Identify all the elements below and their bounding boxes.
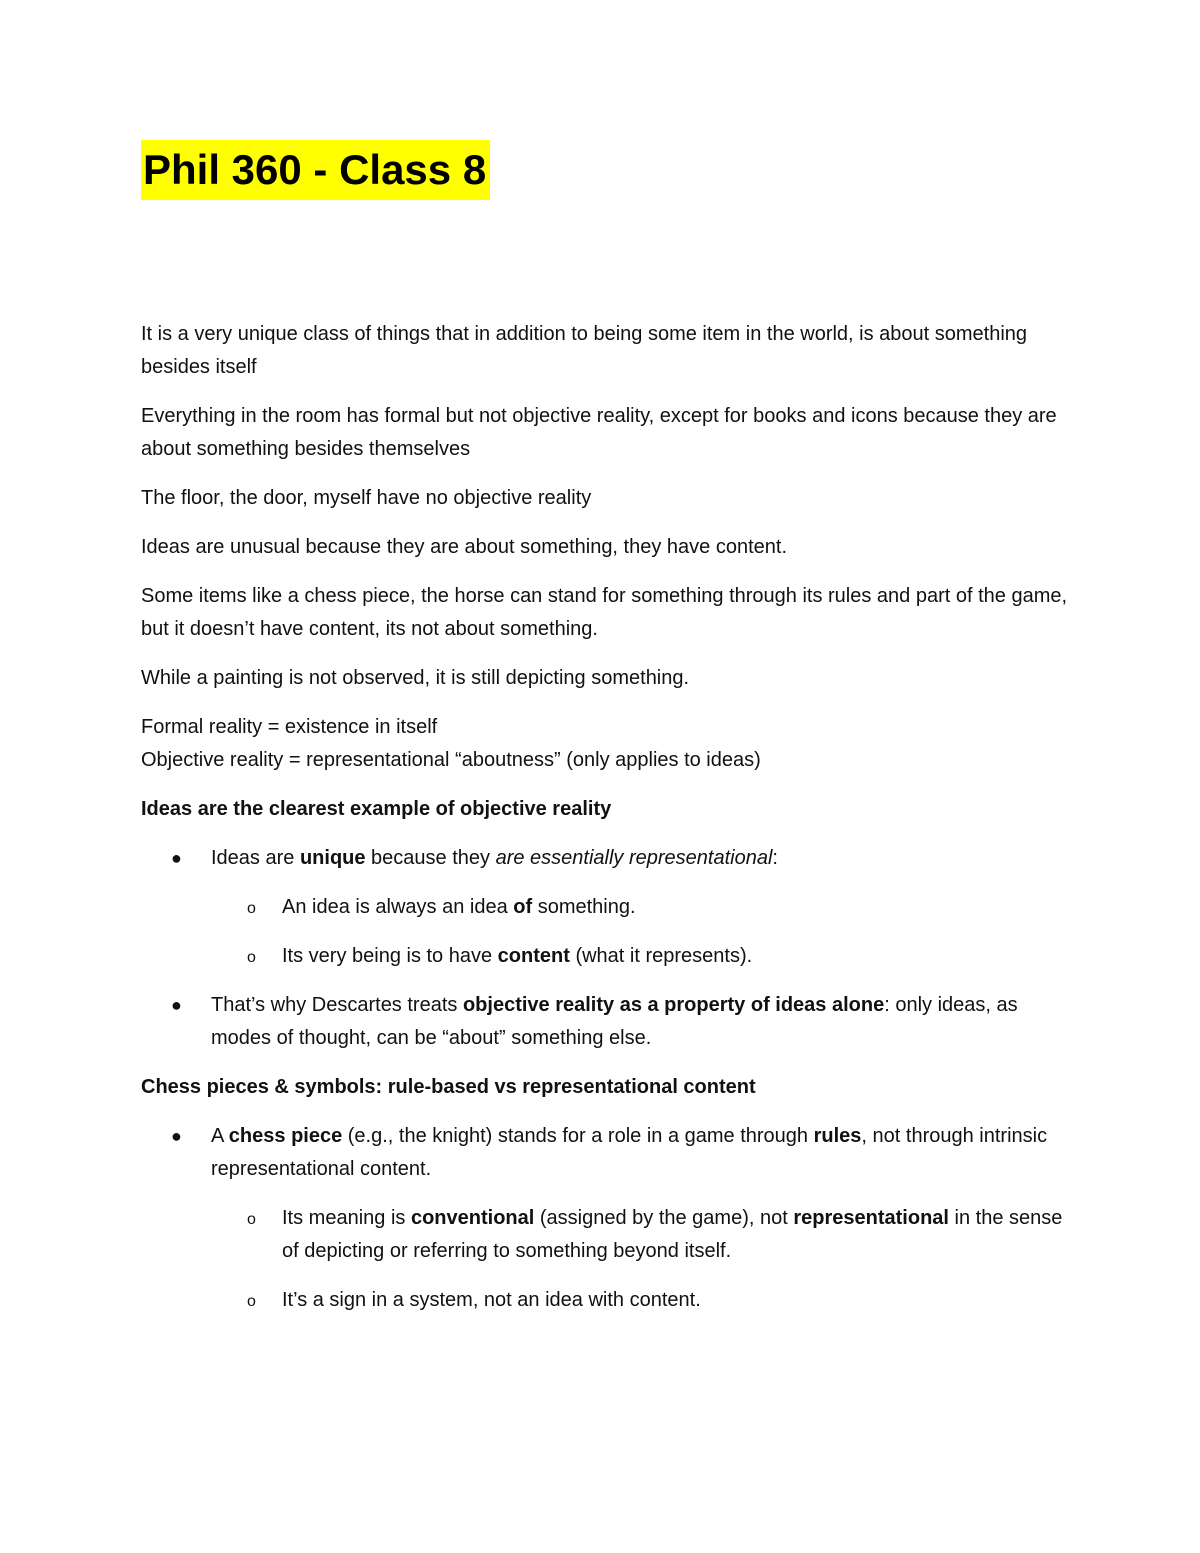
text-run: An idea is always an idea — [282, 896, 514, 918]
bold-run: unique — [299, 847, 366, 869]
bullet-circle-icon: o — [247, 900, 256, 917]
text-run: Ideas are — [211, 847, 300, 869]
bold-run: of — [513, 896, 533, 918]
text-run: It’s a sign in a system, not an idea with content. — [282, 1289, 701, 1311]
bullet-dot-icon: ● — [171, 995, 182, 1015]
sub-list — [211, 1202, 1071, 1317]
section-chess-list — [141, 1120, 1071, 1317]
paragraph-unique-class: It is a very unique class of things that in addition to being some item in the world, is about something besides itself — [141, 323, 1028, 378]
bold-run: representational — [793, 1207, 949, 1229]
sub-list — [211, 891, 1071, 973]
sub-list-item — [211, 891, 1071, 924]
list-item — [141, 989, 1071, 1055]
bold-run: objective reality as a property of ideas alone — [462, 994, 885, 1016]
definition-objective-reality: Objective reality = representational “aboutness” (only applies to ideas) — [141, 749, 761, 771]
document-body — [141, 318, 1071, 1333]
text-run: something. — [532, 896, 636, 918]
page-title: Phil 360 - Class 8 — [141, 140, 490, 200]
text-run: because they — [365, 847, 496, 869]
bullet-circle-icon: o — [247, 1293, 256, 1310]
bold-run: content — [497, 945, 570, 967]
bullet-dot-icon: ● — [171, 1126, 182, 1146]
text-run: A — [211, 1125, 229, 1147]
italic-run: are essentially representational — [495, 847, 773, 869]
bullet-circle-icon: o — [247, 949, 256, 966]
text-run: (e.g., the knight) stands for a role in a game through — [342, 1125, 814, 1147]
bold-run: rules — [813, 1125, 862, 1147]
paragraph-no-objective-reality: The floor, the door, myself have no objective reality — [141, 487, 592, 509]
section-heading-chess: Chess pieces & symbols: rule-based vs representational content — [141, 1076, 756, 1098]
text-run: Its very being is to have — [282, 945, 498, 967]
sub-list-item — [211, 1202, 1071, 1268]
bullet-circle-icon: o — [247, 1211, 256, 1228]
text-run: Its meaning is — [282, 1207, 411, 1229]
text-run: (assigned by the game), not — [534, 1207, 794, 1229]
definition-formal-reality: Formal reality = existence in itself — [141, 716, 438, 738]
text-run: : — [772, 847, 778, 869]
paragraph-ideas-unusual: Ideas are unusual because they are about something, they have content. — [141, 536, 787, 558]
list-item — [141, 842, 1071, 973]
paragraph-painting: While a painting is not observed, it is still depicting something. — [141, 667, 690, 689]
text-run: : only ideas, as modes of thought, can be “about” something else. — [211, 994, 1018, 1049]
bold-run: conventional — [410, 1207, 535, 1229]
list-item — [141, 1120, 1071, 1317]
text-run: (what it represents). — [569, 945, 753, 967]
section-heading-ideas: Ideas are the clearest example of objective reality — [141, 798, 612, 820]
sub-list-item — [211, 1284, 1071, 1317]
bold-run: chess piece — [228, 1125, 343, 1147]
text-run: in the sense of depicting or referring to something beyond itself. — [282, 1207, 1063, 1262]
sub-list-item — [211, 940, 1071, 973]
section-ideas-list — [141, 842, 1071, 1055]
paragraph-formal-reality-room: Everything in the room has formal but not objective reality, except for books and icons because they are about something besides themselves — [141, 405, 1057, 460]
text-run: , not through intrinsic representational content. — [211, 1125, 1048, 1180]
paragraph-chess-piece: Some items like a chess piece, the horse can stand for something through its rules and part of the game, but it doesn’t have content, its not about something. — [141, 585, 1068, 640]
text-run: That’s why Descartes treats — [211, 994, 463, 1016]
bullet-dot-icon: ● — [171, 848, 182, 868]
